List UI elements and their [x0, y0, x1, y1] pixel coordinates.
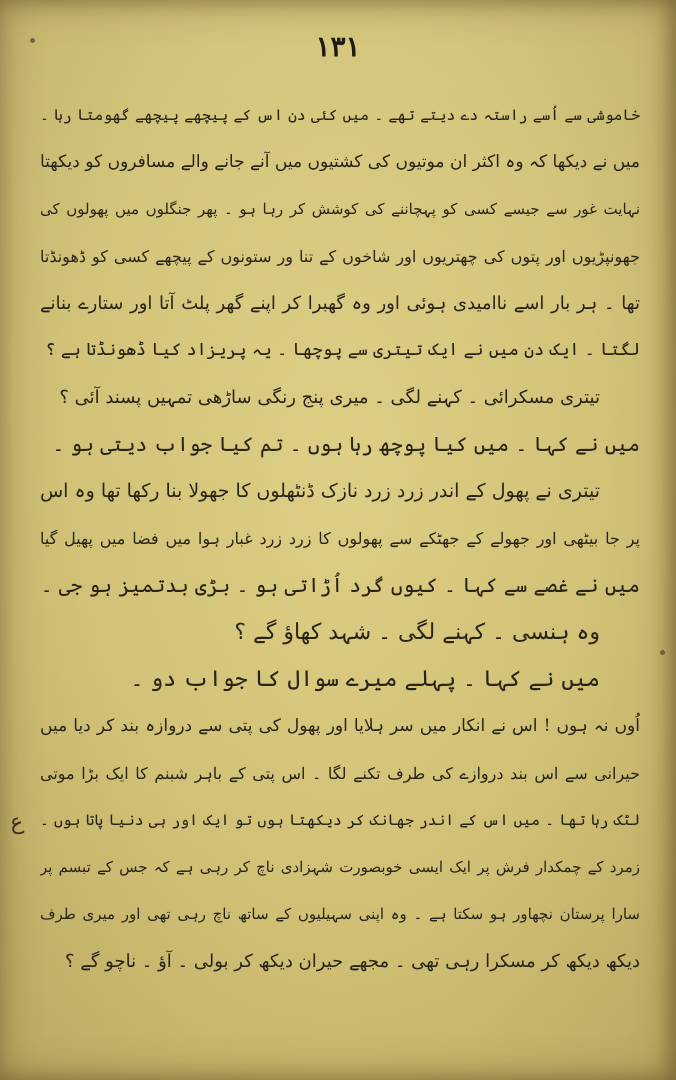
margin-note: ع [8, 809, 25, 836]
text-line: تھا ۔ ہر بار اسے ناامیدی ہوئی اور وہ گھبرا کر اپنے گھر پلٹ آتا اور ستارے بنانے [40, 293, 640, 314]
paper-speck [660, 650, 665, 655]
text-line: پر جا بیٹھی اور جھولے کے جھٹکے سے پھولوں کا زرد زرد غبار ہوا میں فضا میں پھیل گیا [40, 529, 640, 548]
text-line: لگتا ۔ ایک دن میں نے ایک تیتری سے پوچھا ۔ یہ پریزاد کیا ڈھونڈتا ہے ؟ [45, 340, 640, 360]
text-line: اُوں نہ ہوں ! اس نے انکار میں سر ہلایا اور پھول کی پتی سے دروازہ بند کر دیا میں [40, 716, 640, 736]
text-line: میں نے غصے سے کہا ۔ کیوں گرد اُڑاتی ہو ۔ بڑی بدتمیز ہو جی ۔ [40, 573, 640, 597]
body-text [40, 92, 640, 985]
text-line: نہایت غور سے جیسے کسی کو پہچاننے کی کوشش کر رہا ہو ۔ پھر جنگلوں میں پھولوں کی [40, 200, 640, 218]
text-line: لٹک رہا تھا ۔ میں اس کے اندر جھانک کر دیکھتا ہوں تو ایک اور ہی دنیا پاتا ہوں ۔ [40, 811, 640, 829]
text-line: تیتری نے پھول کے اندر زرد زرد نازک ڈنٹھلوں کا جھولا بنا رکھا تھا وہ اس [40, 480, 600, 502]
page-number: ١٣١ [315, 30, 361, 63]
text-line: میں نے کہا ۔ میں کیا پوچھ رہا ہوں ۔ تم کیا جواب دیتی ہو ۔ [52, 432, 640, 456]
text-line: جھونپڑیوں اور پتوں کی چھتریوں اور شاخوں کے تنا ور ستونوں کے پیچھے کسی کو ڈھونڈتا [40, 247, 640, 266]
text-line: تیتری مسکرائی ۔ کہنے لگی ۔ میری پنج رنگی ساڑھی تمہیں پسند آئی ؟ [59, 387, 600, 408]
text-line: میں نے کہا ۔ پہلے میرے سوال کا جواب دو ۔ [130, 667, 600, 692]
text-line: خاموشی سے اُسے راستہ دے دیتے تھے ۔ میں کئی دن اس کے پیچھے پیچھے گھومتا رہا ۔ [40, 106, 640, 124]
text-line: میں نے دیکھا کہ وہ اکثر ان موتیوں کی کشتیوں میں آنے جانے والے مسافروں کو دیکھتا [40, 152, 640, 172]
text-line: دیکھ دیکھ کر مسکرا رہی تھی ۔ مجھے حیران دیکھ کر بولی ۔ آؤ ۔ ناچو گے ؟ [65, 951, 640, 972]
text-line: وہ ہنسی ۔ کہنے لگی ۔ شہد کھاؤ گے ؟ [234, 620, 600, 645]
text-line: زمرد کے چمکدار فرش پر ایک ایسی خوبصورت شہزادی ناچ کر رہی ہے کہ جس کے تبسم پر [40, 858, 640, 876]
text-line: حیرانی سے اس بند دروازے کی طرف تکنے لگا ۔ اس پتی کے باہر شبنم کا ایک بڑا موتی [40, 764, 640, 783]
text-line: سارا پرستان نچھاور ہو سکتا ہے ۔ وہ اپنی سہیلیوں کے ساتھ ناچ رہی تھی اور میری طرف [40, 905, 640, 923]
